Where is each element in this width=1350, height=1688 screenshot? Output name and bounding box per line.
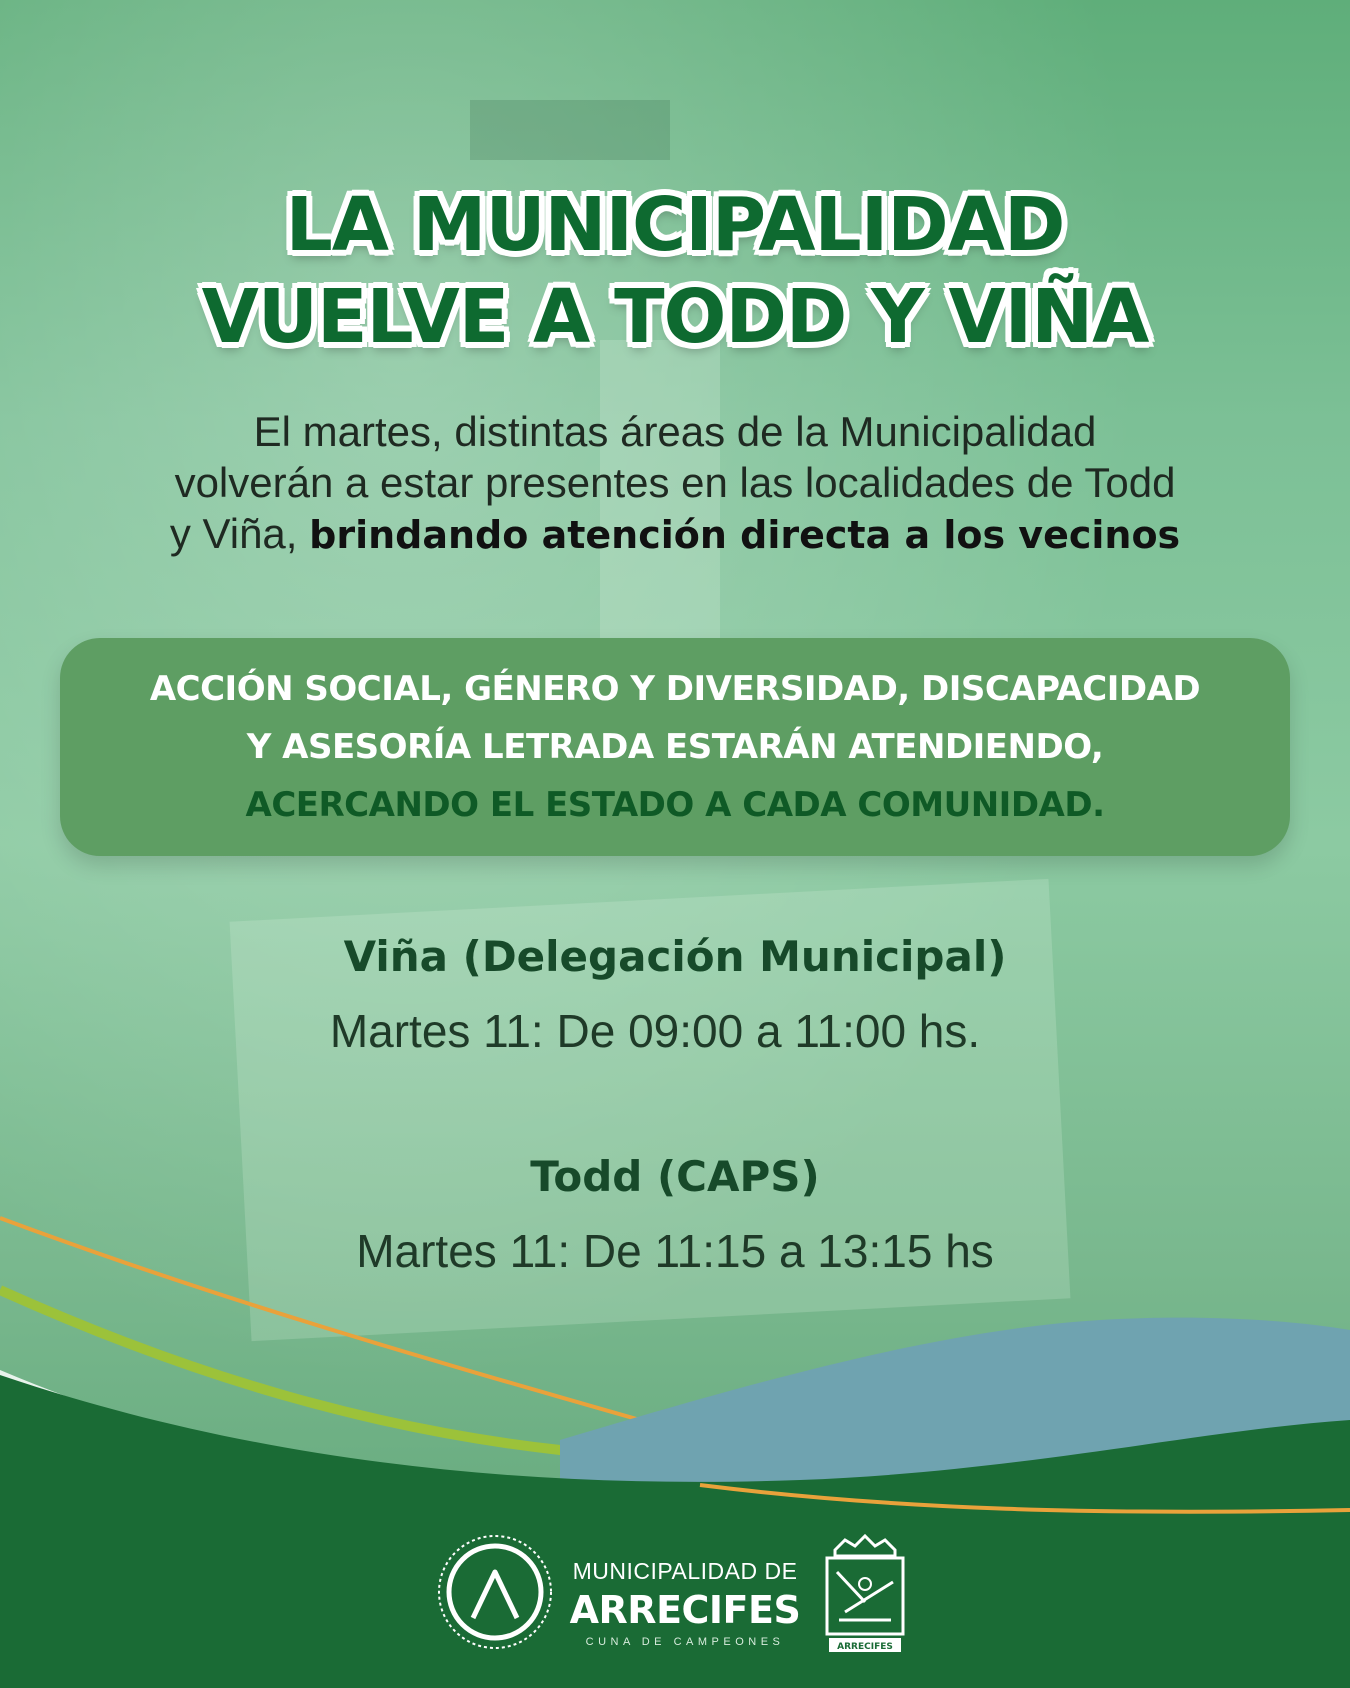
intro-line-3 (80, 508, 1270, 561)
org-tagline: CUNA DE CAMPEONES (585, 1636, 785, 1648)
intro-line-1: El martes, distintas áreas de la Municipalidad (253, 408, 1097, 455)
title-line-2: VUELVE A TODD Y VIÑA (201, 274, 1149, 360)
banner-line-2: Y ASESORÍA LETRADA ESTARÁN ATENDIENDO, (246, 727, 1104, 767)
intro-highlight: brindando atención directa a los vecinos (309, 513, 1181, 557)
title-line-1: LA MUNICIPALIDAD (285, 182, 1065, 268)
services-banner (60, 638, 1290, 856)
arrecifes-logo-icon (435, 1532, 555, 1652)
crest-label: ARRECIFES (837, 1642, 893, 1652)
intro-line-3-prefix: y Viña, (169, 510, 310, 557)
banner-line-3: ACERCANDO EL ESTADO A CADA COMUNIDAD. (245, 785, 1105, 825)
schedule-time-vina: Martes 11: De 09:00 a 11:00 hs. (329, 1005, 981, 1057)
schedule-time-todd: Martes 11: De 11:15 a 13:15 hs (356, 1225, 994, 1277)
arrecifes-crest-icon (815, 1532, 915, 1657)
org-name-big: ARRECIFES (569, 1588, 801, 1632)
intro-paragraph (80, 406, 1270, 561)
banner-line-1: ACCIÓN SOCIAL, GÉNERO Y DIVERSIDAD, DISCAPACIDAD (149, 669, 1201, 709)
schedule-place-todd: Todd (CAPS) (530, 1152, 820, 1201)
org-name-small: MUNICIPALIDAD DE (572, 1558, 798, 1584)
schedule-place-vina: Viña (Delegación Municipal) (343, 932, 1007, 981)
background-todd-sign (470, 100, 670, 160)
intro-line-2: volverán a estar presentes en las localidades de Todd (174, 459, 1176, 506)
